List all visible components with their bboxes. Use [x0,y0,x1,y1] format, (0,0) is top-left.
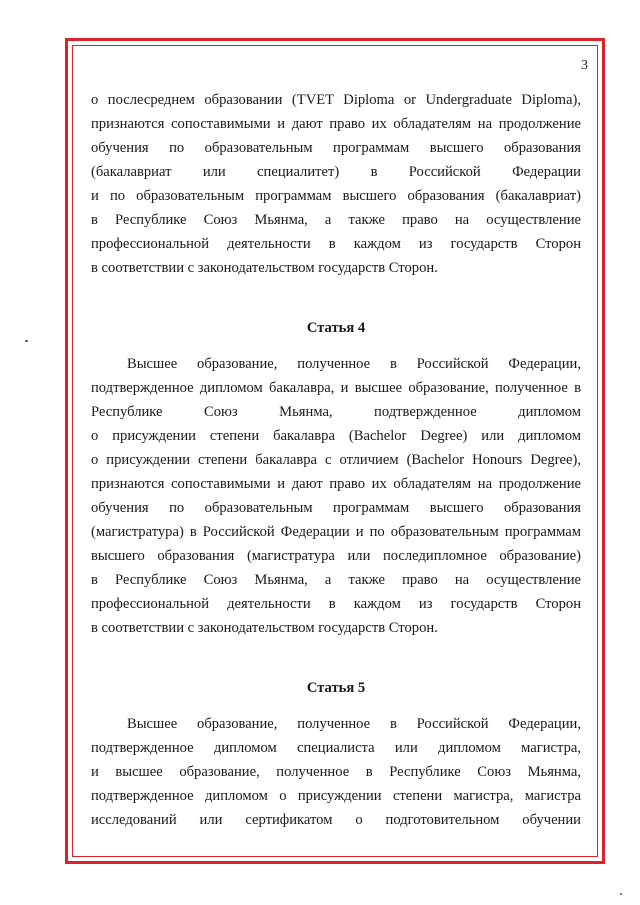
text-line: о присуждении степени бакалавра с отличием (Bachelor Honours Degree), [91,452,581,468]
text-line: в соответствии с законодательством государств Сторон. [91,620,438,636]
text-line: в Республике Союз Мьянма, а также право на осуществление [91,572,581,588]
text-line: подтвержденное дипломом специалиста или дипломом магистра, [91,740,581,756]
text-line: в Республике Союз Мьянма, а также право на осуществление [91,212,581,228]
text-line: высшего образования (магистратура или последипломное образование) [91,548,581,564]
text-line: в соответствии с законодательством государств Сторон. [91,260,438,276]
document-body [91,88,581,832]
text-line: (бакалавриат или специалитет) в Российской Федерации [91,164,581,180]
text-line: о послесреднем образовании (TVET Diploma or Undergraduate Diploma), [91,92,581,108]
paragraph-continuation [91,88,581,280]
text-line: профессиональной деятельности в каждом из государств Сторон [91,596,581,612]
page-number: 3 [581,58,588,73]
text-line: и по образовательным программам высшего образования (бакалавриат) [91,188,581,204]
scan-speck [25,340,28,342]
article-4 [91,316,581,640]
article-5 [91,676,581,832]
article-heading: Статья 5 [306,680,366,696]
text-line: подтвержденное дипломом о присуждении степени магистра, магистра [91,788,581,804]
text-line: обучения по образовательным программам высшего образования [91,500,581,516]
article-heading: Статья 4 [306,320,366,336]
scan-speck [620,893,622,895]
text-line: подтвержденное дипломом бакалавра, и высшее образование, полученное в [91,380,581,396]
text-line: обучения по образовательным программам высшего образования [91,140,581,156]
text-line: о присуждении степени бакалавра (Bachelor Degree) или дипломом [91,428,581,444]
text-line: признаются сопоставимыми и дают право их обладателям на продолжение [91,116,581,132]
text-line: Республике Союз Мьянма, подтвержденное дипломом [91,404,581,420]
text-line: (магистратура) в Российской Федерации и по образовательным программам [91,524,581,540]
text-line: Высшее образование, полученное в Российской Федерации, [127,716,581,732]
text-line: исследований или сертификатом о подготовительном обучении [91,812,581,828]
text-line: профессиональной деятельности в каждом из государств Сторон [91,236,581,252]
text-line: признаются сопоставимыми и дают право их обладателям на продолжение [91,476,581,492]
text-line: и высшее образование, полученное в Республике Союз Мьянма, [91,764,581,780]
text-line: Высшее образование, полученное в Российской Федерации, [127,356,581,372]
